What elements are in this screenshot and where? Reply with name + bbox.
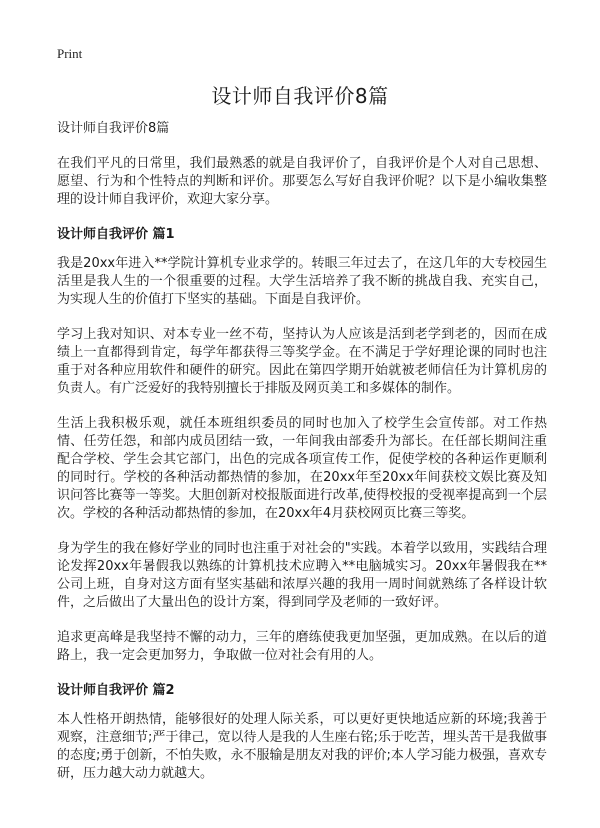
section-1-paragraph-2: 学习上我对知识、对本专业一丝不苟，坚持认为人应该是活到老学到老的，因而在成绩上一直都得到肯定，每学年都获得三等奖学金。在不满足于学好理论课的同时也注重于对各种应用软件和硬件的研究。因此在第四学期开始就被老师信任为计算机房的负责人。有广泛爱好的我特别擅长于排版及网页美工和多媒体的制作。 [57,327,547,396]
document-subtitle: 设计师自我评价8篇 [57,121,170,136]
section-1-paragraph-1: 我是20xx年进入**学院计算机专业求学的。转眼三年过去了，在这几年的大专校园生活里是我人生的一个很重要的过程。大学生活培养了我不断的挑战自我、充实自己，为实现人生的价值打下坚实的基础。下面是自我评价。 [57,256,547,307]
print-link[interactable]: Print [57,46,83,61]
document-body [57,120,547,800]
section-heading-1: 设计师自我评价 篇1 [57,227,175,242]
section-1-paragraph-5: 追求更高峰是我坚持不懈的动力，三年的磨练使我更加坚强，更加成熟。在以后的道路上，我一定会更加努力，争取做一位对社会有用的人。 [57,630,547,663]
section-1-paragraph-4: 身为学生的我在修好学业的同时也注重于对社会的"实践。本着学以致用，实践结合理论发挥20xx年暑假我以熟练的计算机技术应聘入**电脑城实习。20xx年暑假我在**公司上班，自身对这方面有坚实基础和浓厚兴趣的我用一周时间就熟练了各样设计软件，之后做出了大量出色的设计方案，得到同学及老师的一致好评。 [57,541,547,610]
section-heading-2: 设计师自我评价 篇2 [57,683,175,698]
intro-paragraph: 在我们平凡的日常里，我们最熟悉的就是自我评价了，自我评价是个人对自己思想、愿望、行为和个性特点的判断和评价。那要怎么写好自我评价呢？以下是小编收集整理的设计师自我评价，欢迎大家分享。 [57,156,547,207]
section-1-paragraph-3: 生活上我积极乐观，就任本班组织委员的同时也加入了校学生会宣传部。对工作热情、任劳任怨，和部内成员团结一致，一年间我由部委升为部长。在任部长期间注重配合学校、学生会其它部门，出色的完成各项宣传工作，促使学校的各种运作更顺利的同时行。学校的各种活动都热情的参加，在20xx年至20xx年间获校文娱比赛及知识问答比赛等一等奖。大胆创新对校报版面进行改革,使得校报的受视率提高到一个层次。学校的各种活动都热情的参加，在20xx年4月获校网页比赛三等奖。 [57,416,547,521]
page-title: 设计师自我评价8篇 [211,84,389,108]
section-2-paragraph-1: 本人性格开朗热情，能够很好的处理人际关系，可以更好更快地适应新的环境;我善于观察，注意细节;严于律己，宽以待人是我的人生座右铭;乐于吃苦，埋头苦干是我做事的态度;勇于创新，不怕失败，永不服输是朋友对我的评价;本人学习能力极强，喜欢专研，压力越大动力就越大。 [57,712,547,781]
